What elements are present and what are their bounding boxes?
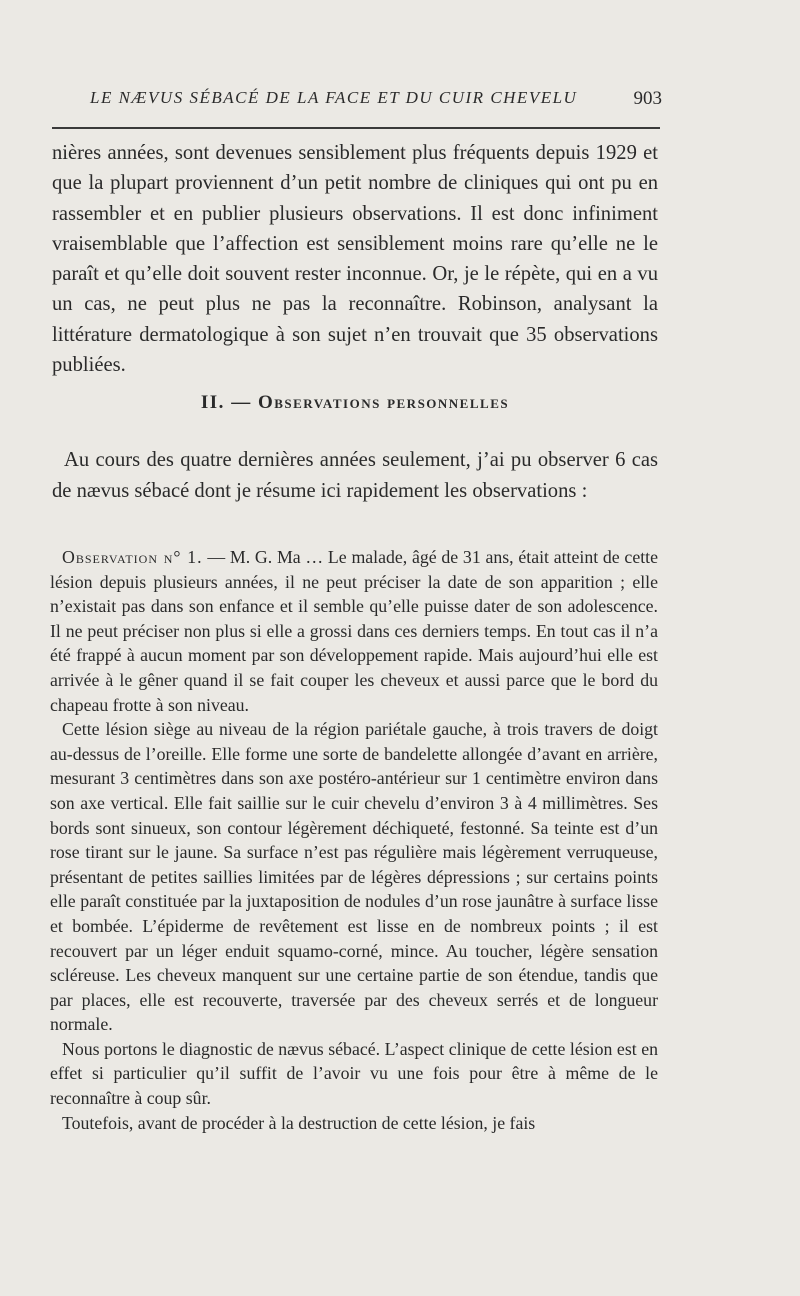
section-number: II. [200,392,225,413]
section-dash: — [231,392,252,413]
observation-text-1: — M. G. Ma … Le malade, âgé de 31 ans, était atteint de cette lésion depuis plusieurs années, il ne peut préciser la date de son apparition ; elle n’existait pas dans son enfance et il semble qu’elle puisse dater de son adolescence. Il ne peut préciser non plus si elle a grossi dans ces derniers temps. En tout cas il n’a été frappé à aucun moment par son développement rapide. Mais aujourd’hui elle est arrivée à le gêner quand il se fait couper les cheveux et aussi parce que le bord du chapeau frotte à son niveau. [50,547,658,715]
header-rule [52,127,660,129]
section-title: Observations personnelles [257,392,510,413]
observation-paragraph-4: Toutefois, avant de procéder à la destruction de cette lésion, je fais [62,1112,536,1133]
section-heading [52,392,658,414]
observation-paragraph-2: Cette lésion siège au niveau de la région pariétale gauche, à trois travers de doigt au-dessus de l’oreille. Elle forme une sorte de bandelette allongée d’avant en arrière, mesurant 3 centimètres dans son axe postéro-antérieur sur 1 centimètre environ dans son axe vertical. Elle fait saillie sur le cuir chevelu d’environ 3 à 4 millimètres. Ses bords sont sinueux, son contour légèrement déchiqueté, festonné. Sa teinte est d’un rose tirant sur le jaune. Sa surface n’est pas régulière mais légèrement verruqueuse, présentant de petites saillies limitées par de légères dépressions ; sur certains points elle paraît constituée par la juxtaposition de nodules d’un rose jaunâtre à surface lisse et bombée. L’épiderme de revêtement est lisse en de nombreux points ; il est recouvert par un léger enduit squamo-corné, mince. Au toucher, légère sensation scléreuse. Les cheveux manquent sur une certaine partie de son étendue, tandis que par places, elle est recouverte, traversée par des cheveux serrés et de longueur normale. [50,719,658,1035]
page-number: 903 [633,88,662,109]
body-paragraph: nières années, sont devenues sensiblement plus fréquents depuis 1929 et que la plupart proviennent d’un petit nombre de cliniques qui ont pu en rassembler et en publier plusieurs observations. Il est donc infiniment vraisemblable que l’affection est sensiblement moins rare qu’elle ne le paraît et qu’elle doit souvent rester inconnue. Or, je le répète, qui en a vu un cas, ne peut plus ne pas la reconnaître. Robinson, analysant la littérature dermatologique à son sujet n’en trouvait que 35 observations publiées. [52,142,658,377]
running-title: LE NÆVUS SÉBACÉ DE LA FACE ET DU CUIR CHEVELU [90,88,578,107]
intro-paragraph: Au cours des quatre dernières années seulement, j’ai pu observer 6 cas de nævus sébacé dont je résume ici rapidement les observations : [52,449,658,502]
observation-paragraph-3: Nous portons le diagnostic de nævus sébacé. L’aspect clinique de cette lésion est en effet si particulier qu’il suffit de l’avoir vu une fois pour être à même de le reconnaître à coup sûr. [50,1038,658,1109]
observation-block [50,545,658,1135]
observation-paragraph-1 [50,545,658,717]
observation-label: Observation n° 1. [62,547,203,567]
running-head [52,88,662,118]
